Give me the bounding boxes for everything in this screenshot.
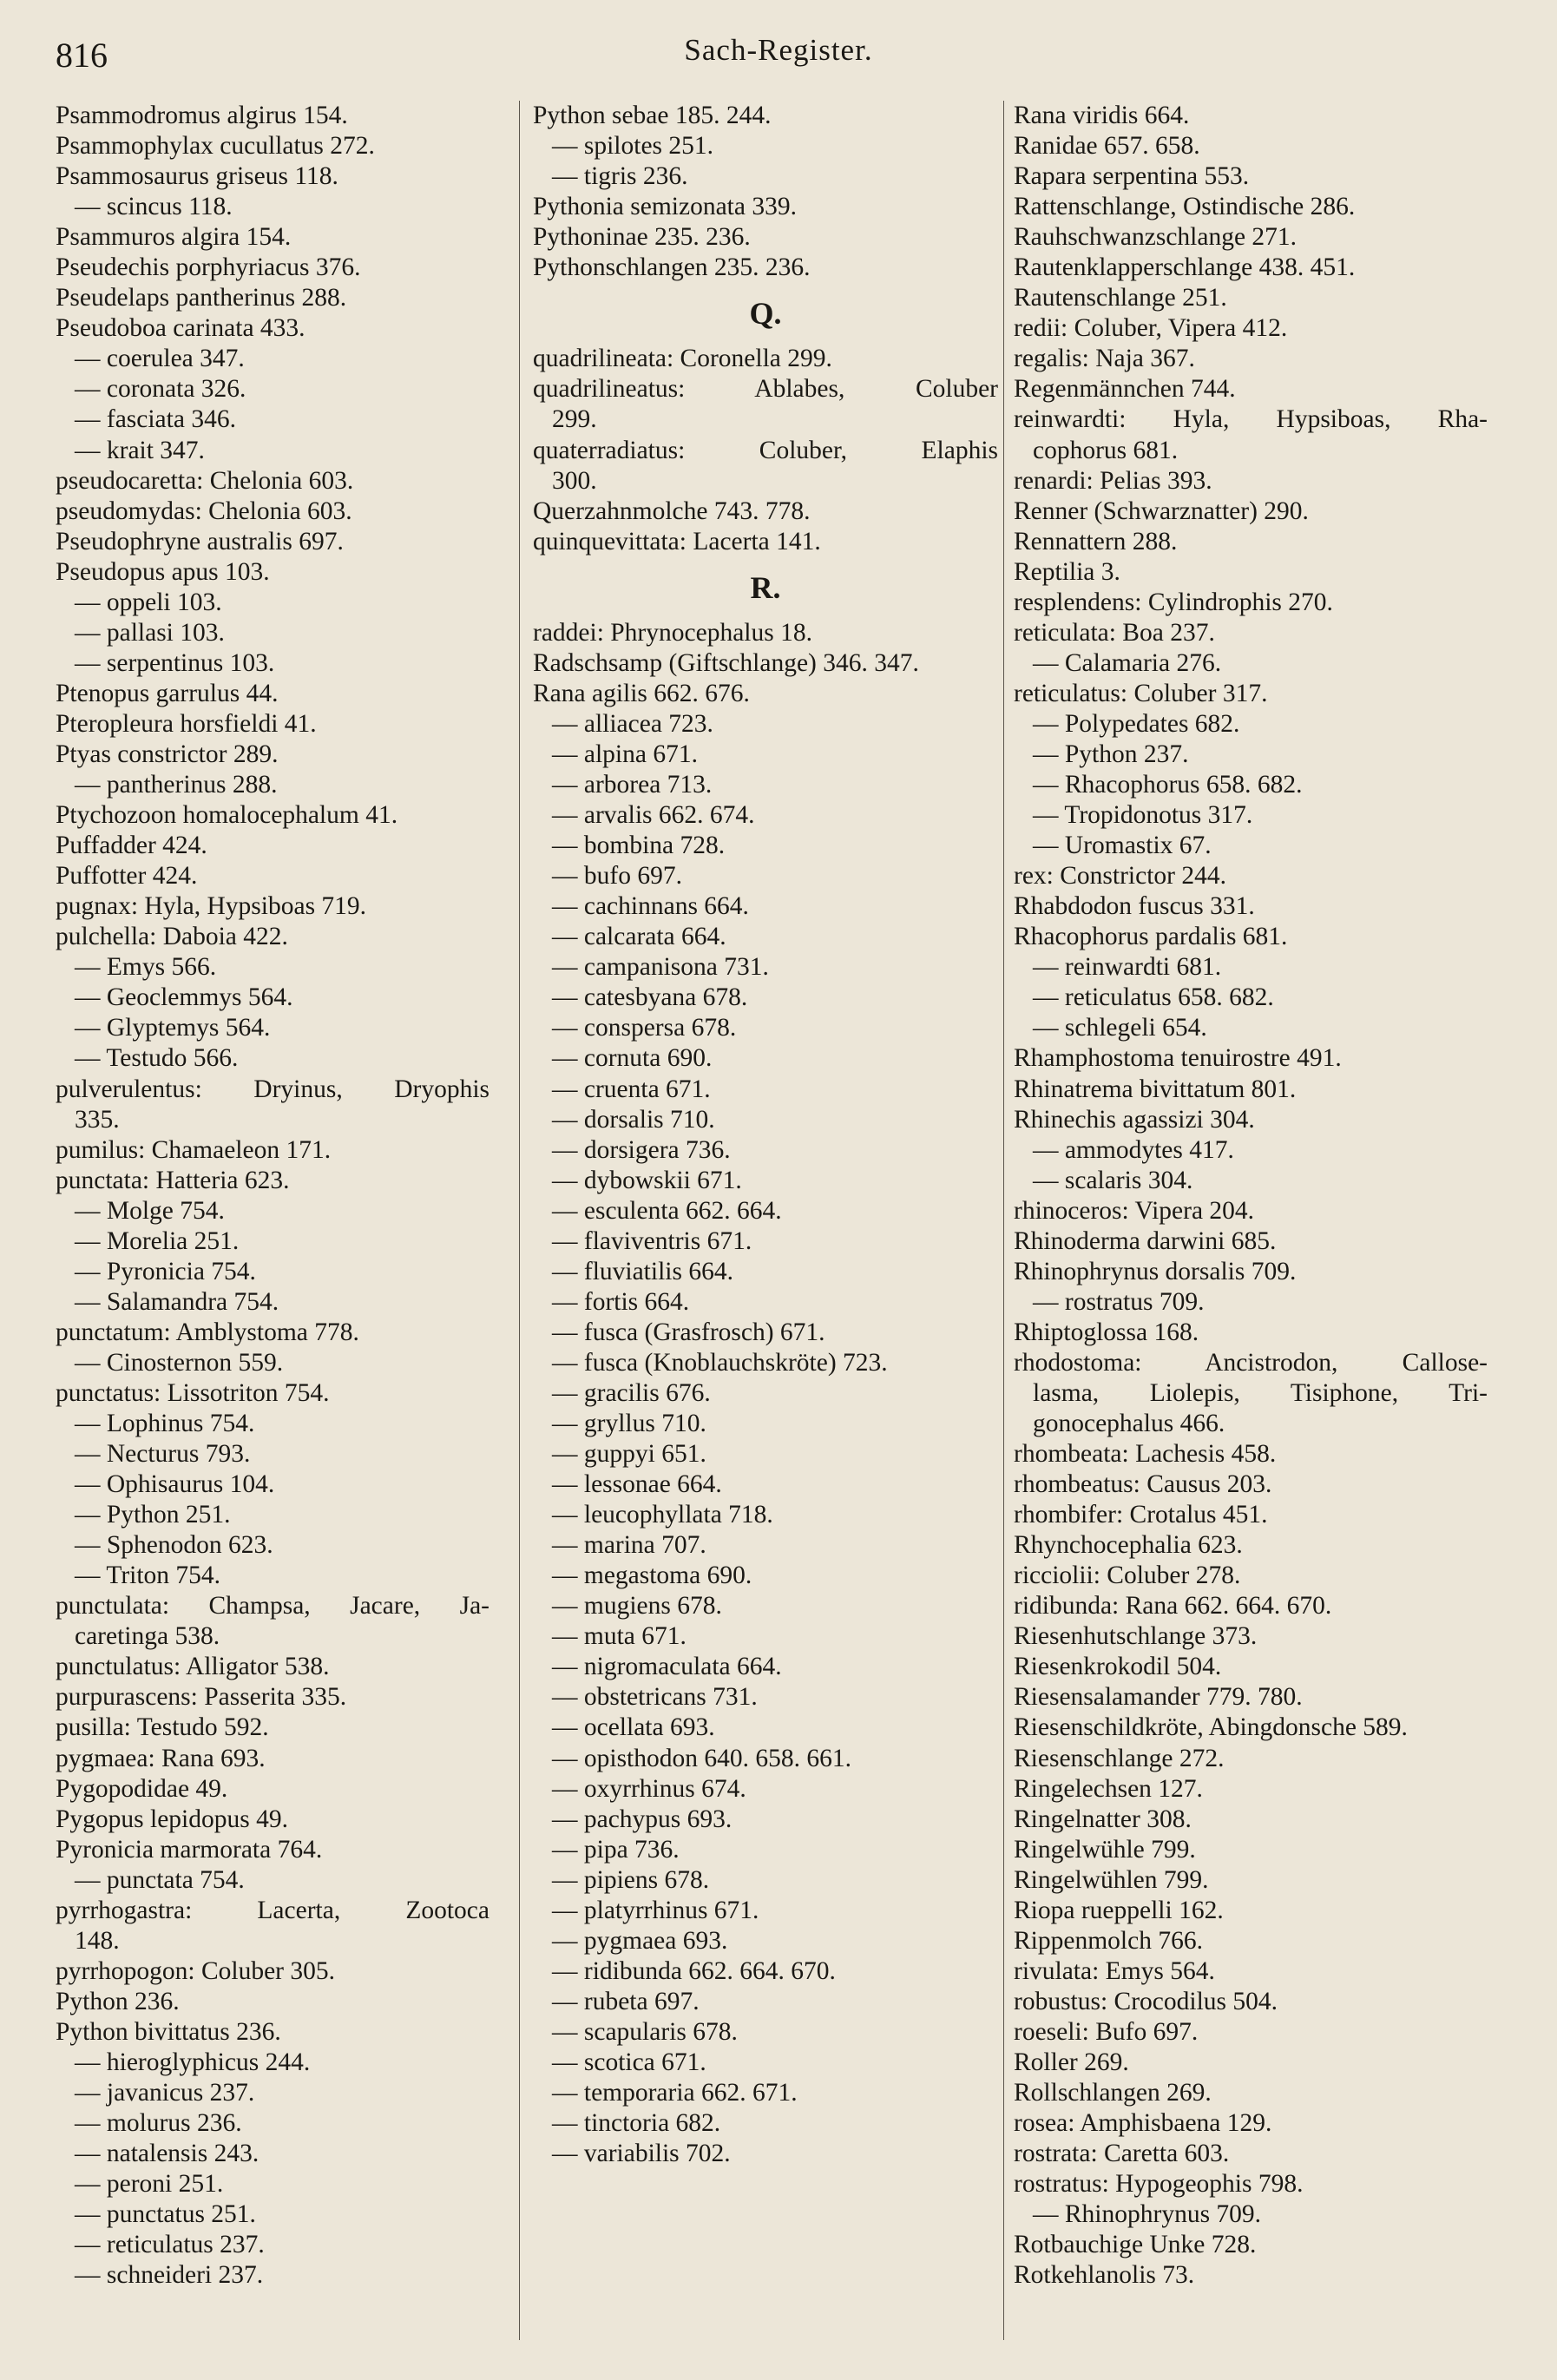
index-entry: — conspersa 678. (552, 1014, 737, 1042)
index-entry: Rhinoderma darwini 685. (1014, 1226, 1277, 1255)
index-entry: Rautenklapperschlange 438. 451. (1014, 253, 1356, 282)
index-entry: Psammuros algira 154. (56, 223, 292, 252)
index-entry: Rotkehlanolis 73. (1014, 2261, 1195, 2290)
index-entry: Ranidae 657. 658. (1014, 132, 1200, 161)
index-entry: — dorsalis 710. (552, 1105, 715, 1134)
index-entry: — Triton 754. (75, 1561, 221, 1590)
index-entry: — cruenta 671. (552, 1075, 711, 1103)
index-entry: — scincus 118. (75, 193, 233, 221)
index-entry: Pythonia semizonata 339. (533, 193, 797, 221)
index-entry: Roller 269. (1014, 2048, 1129, 2076)
index-entry: — mugiens 678. (552, 1592, 722, 1621)
index-entry: — natalensis 243. (75, 2140, 260, 2168)
index-entry: Regenmännchen 744. (1014, 375, 1236, 404)
index-entry: Rhamphostoma tenuirostre 491. (1014, 1044, 1342, 1073)
index-entry: Pseudechis porphyriacus 376. (56, 253, 361, 282)
index-entry: Rhinatrema bivittatum 801. (1014, 1075, 1297, 1103)
index-entry: pulchella: Daboia 422. (56, 923, 288, 951)
index-entry: — Python 251. (75, 1501, 231, 1529)
index-entry: rosea: Amphisbaena 129. (1014, 2109, 1272, 2138)
index-entry: Rhiptoglossa 168. (1014, 1318, 1199, 1346)
index-entry: Pseudoboa carinata 433. (56, 314, 305, 343)
section-letter-heading: R. (750, 569, 781, 605)
index-entry: — marina 707. (552, 1531, 706, 1560)
index-entry: — fasciata 346. (75, 405, 236, 434)
index-entry: gonocephalus 466. (1033, 1410, 1225, 1438)
index-entry: — fusca (Grasfrosch) 671. (552, 1318, 825, 1346)
index-entry: 300. (552, 466, 597, 495)
index-entry: — Testudo 566. (75, 1044, 239, 1073)
index-entry: Riesenhutschlange 373. (1014, 1622, 1258, 1651)
index-entry: — coerulea 347. (75, 345, 245, 373)
index-entry: — Geoclemmys 564. (75, 983, 293, 1012)
index-entry: — Ophisaurus 104. (75, 1470, 275, 1499)
index-entry: punctatus: Lissotriton 754. (56, 1378, 330, 1407)
index-entry: Psammophylax cucullatus 272. (56, 132, 375, 161)
index-entry: Psammosaurus griseus 118. (56, 162, 338, 191)
index-entry: rhombifer: Crotalus 451. (1014, 1501, 1268, 1529)
index-entry: Rhinophrynus dorsalis 709. (1014, 1257, 1297, 1285)
index-entry: — punctatus 251. (75, 2200, 256, 2229)
index-entry: Pythoninae 235. 236. (533, 223, 751, 252)
index-entry: Psammodromus algirus 154. (56, 102, 348, 129)
index-entry: — leucophyllata 718. (552, 1501, 773, 1529)
index-entry: Ringelnatter 308. (1014, 1805, 1192, 1833)
index-entry: robustus: Crocodilus 504. (1014, 1987, 1278, 2015)
index-entry: Riesenkrokodil 504. (1014, 1653, 1222, 1681)
index-entry: punctulata: Champsa, Jacare, Ja- (56, 1592, 489, 1621)
index-entry: rhombeata: Lachesis 458. (1014, 1440, 1277, 1469)
index-entry: Ptychozoon homalocephalum 41. (56, 801, 398, 830)
index-entry: — bufo 697. (552, 862, 682, 891)
index-entry: — pantherinus 288. (75, 771, 278, 799)
index-entry: caretinga 538. (75, 1622, 220, 1651)
index-entry: Rennattern 288. (1014, 527, 1178, 556)
index-entry: — rostratus 709. (1033, 1287, 1205, 1316)
index-entry: Rhynchocephalia 623. (1014, 1531, 1243, 1560)
index-entry: — spilotes 251. (552, 132, 714, 161)
index-entry: pygmaea: Rana 693. (56, 1744, 266, 1772)
index-entry: — Cinosternon 559. (75, 1348, 284, 1377)
index-entry: — pipa 736. (552, 1835, 680, 1864)
index-entry: — pallasi 103. (75, 618, 225, 647)
index-entry: — Python 237. (1033, 740, 1189, 768)
index-entry: — Polypedates 682. (1033, 709, 1240, 738)
index-entry: Riopa rueppelli 162. (1014, 1896, 1224, 1924)
index-entry: — schneideri 237. (75, 2261, 264, 2290)
index-entry: 299. (552, 405, 597, 434)
index-entry: — fortis 664. (552, 1287, 690, 1316)
index-entry: — scotica 671. (552, 2048, 706, 2076)
index-entry: — obstetricans 731. (552, 1683, 758, 1712)
index-entry: — ridibunda 662. 664. 670. (552, 1956, 836, 1985)
index-entry: — Calamaria 276. (1033, 648, 1222, 677)
index-entry: — Molge 754. (75, 1196, 225, 1225)
index-entry: reinwardti: Hyla, Hypsiboas, Rha- (1014, 405, 1488, 434)
index-entry: Pythonschlangen 235. 236. (533, 253, 811, 282)
index-entry: Reptilia 3. (1014, 557, 1120, 586)
index-entry: Ptenopus garrulus 44. (56, 679, 279, 707)
index-entry: Rautenschlange 251. (1014, 284, 1227, 312)
index-entry: Pseudophryne australis 697. (56, 527, 344, 556)
index-entry: — guppyi 651. (552, 1440, 706, 1469)
index-entry: — bombina 728. (552, 832, 726, 860)
index-entry: pusilla: Testudo 592. (56, 1713, 269, 1742)
index-entry: Puffadder 424. (56, 832, 207, 860)
index-entry: — molurus 236. (75, 2109, 242, 2138)
index-entry: — tinctoria 682. (552, 2109, 721, 2138)
index-entry: — campanisona 731. (552, 953, 769, 982)
index-entry: Rana viridis 664. (1014, 102, 1190, 129)
index-entry: raddei: Phrynocephalus 18. (533, 618, 812, 647)
index-entry: Ringelwühlen 799. (1014, 1865, 1209, 1894)
index-entry: — Tropidonotus 317. (1033, 801, 1253, 830)
index-entry: pyrrhogastra: Lacerta, Zootoca (56, 1896, 489, 1924)
index-entry: — krait 347. (75, 436, 205, 464)
index-entry: — fusca (Knoblauchskröte) 723. (552, 1348, 888, 1377)
index-entry: Python 236. (56, 1987, 180, 2015)
running-head: Sach-Register. (684, 33, 873, 67)
index-entry: — punctata 754. (75, 1865, 245, 1894)
index-entry: — Rhacophorus 658. 682. (1033, 771, 1303, 799)
index-entry: rhodostoma: Ancistrodon, Callose- (1014, 1348, 1488, 1377)
index-entry: — oppeli 103. (75, 588, 222, 616)
index-entry: — Rhinophrynus 709. (1033, 2200, 1262, 2229)
index-entry: Ringelwühle 799. (1014, 1835, 1196, 1864)
index-entry: pulverulentus: Dryinus, Dryophis (56, 1075, 489, 1103)
index-entry: — esculenta 662. 664. (552, 1196, 782, 1225)
index-entry: Radschsamp (Giftschlange) 346. 347. (533, 648, 919, 677)
index-entry: — cornuta 690. (552, 1044, 713, 1073)
column-rule-left (519, 101, 520, 2340)
index-entry: — opisthodon 640. 658. 661. (552, 1744, 851, 1772)
index-entry: — Emys 566. (75, 953, 217, 982)
index-entry: Renner (Schwarznatter) 290. (1014, 496, 1309, 525)
index-entry: — scalaris 304. (1033, 1166, 1193, 1194)
index-entry: quinquevittata: Lacerta 141. (533, 527, 821, 556)
index-entry: — dybowskii 671. (552, 1166, 742, 1194)
index-entry: — Lophinus 754. (75, 1410, 255, 1438)
index-entry: — muta 671. (552, 1622, 687, 1651)
index-entry: punctulatus: Alligator 538. (56, 1653, 330, 1681)
column-rule-right (1003, 101, 1004, 2340)
index-entry: Python bivittatus 236. (56, 2017, 281, 2046)
index-entry: punctata: Hatteria 623. (56, 1166, 290, 1194)
index-entry: — serpentinus 103. (75, 648, 275, 677)
index-entry: — Glyptemys 564. (75, 1014, 271, 1042)
index-entry: Python sebae 185. 244. (533, 102, 772, 129)
index-entry: Ringelechsen 127. (1014, 1774, 1203, 1803)
index-entry: — Salamandra 754. (75, 1287, 279, 1316)
index-entry: ridibunda: Rana 662. 664. 670. (1014, 1592, 1332, 1621)
index-entry: — flaviventris 671. (552, 1226, 752, 1255)
index-entry: — reinwardti 681. (1033, 953, 1222, 982)
index-entry: — peroni 251. (75, 2170, 224, 2199)
index-entry: — gracilis 676. (552, 1378, 711, 1407)
index-entry: Pseudopus apus 103. (56, 557, 270, 586)
index-entry: — platyrrhinus 671. (552, 1896, 759, 1924)
index-entry: Querzahnmolche 743. 778. (533, 496, 811, 525)
index-entry: — reticulatus 658. 682. (1033, 983, 1274, 1012)
index-entry: cophorus 681. (1033, 436, 1179, 464)
index-entry: pumilus: Chamaeleon 171. (56, 1135, 332, 1164)
index-entry: roeseli: Bufo 697. (1014, 2017, 1199, 2046)
index-column-2 (533, 101, 998, 2357)
index-entry: — lessonae 664. (552, 1470, 722, 1499)
index-entry: Rippenmolch 766. (1014, 1926, 1203, 1955)
index-entry: — Uromastix 67. (1033, 832, 1212, 860)
index-entry: Pseudelaps pantherinus 288. (56, 284, 347, 312)
index-entry: regalis: Naja 367. (1014, 345, 1195, 373)
index-entry: rhombeatus: Causus 203. (1014, 1470, 1272, 1499)
index-entry: 148. (75, 1926, 120, 1955)
index-entry: — scapularis 678. (552, 2017, 738, 2046)
index-entry: — Sphenodon 623. (75, 1531, 273, 1560)
index-entry: — Necturus 793. (75, 1440, 251, 1469)
index-entry: — nigromaculata 664. (552, 1653, 782, 1681)
index-entry: — oxyrrhinus 674. (552, 1774, 746, 1803)
index-entry: — arborea 713. (552, 771, 713, 799)
index-entry: — megastoma 690. (552, 1561, 752, 1590)
index-entry: — dorsigera 736. (552, 1135, 731, 1164)
index-entry: — reticulatus 237. (75, 2231, 265, 2259)
index-entry: — alpina 671. (552, 740, 698, 768)
index-entry: — schlegeli 654. (1033, 1014, 1207, 1042)
index-entry: Rhabdodon fuscus 331. (1014, 892, 1255, 921)
index-entry: Puffotter 424. (56, 862, 198, 891)
index-entry: renardi: Pelias 393. (1014, 466, 1212, 495)
index-entry: — coronata 326. (75, 375, 246, 404)
index-entry: resplendens: Cylindrophis 270. (1014, 588, 1333, 616)
index-entry: — hieroglyphicus 244. (75, 2048, 311, 2076)
index-entry: reticulatus: Coluber 317. (1014, 679, 1268, 707)
index-entry: Rapara serpentina 553. (1014, 162, 1250, 191)
index-entry: rex: Constrictor 244. (1014, 862, 1226, 891)
index-entry: Rauhschwanzschlange 271. (1014, 223, 1298, 252)
index-entry: Ptyas constrictor 289. (56, 740, 279, 768)
index-entry: pseudomydas: Chelonia 603. (56, 496, 352, 525)
index-entry: Rana agilis 662. 676. (533, 679, 750, 707)
index-entry: — catesbyana 678. (552, 983, 748, 1012)
index-entry: Riesenschlange 272. (1014, 1744, 1225, 1772)
index-entry: quadrilineatus: Ablabes, Coluber (533, 375, 998, 404)
index-column-3 (1014, 101, 1488, 2357)
index-entry: — tigris 236. (552, 162, 688, 191)
index-entry: pugnax: Hyla, Hypsiboas 719. (56, 892, 367, 921)
index-entry: — ocellata 693. (552, 1713, 715, 1742)
index-entry: Riesensalamander 779. 780. (1014, 1683, 1303, 1712)
index-entry: lasma, Liolepis, Tisiphone, Tri- (1033, 1378, 1488, 1407)
index-entry: Rhinechis agassizi 304. (1014, 1105, 1255, 1134)
section-letter-heading: Q. (749, 296, 782, 332)
index-entry: — pygmaea 693. (552, 1926, 728, 1955)
index-entry: — pachypus 693. (552, 1805, 733, 1833)
index-entry: — Pyronicia 754. (75, 1257, 256, 1285)
index-entry: rhinoceros: Vipera 204. (1014, 1196, 1255, 1225)
index-entry: Rhacophorus pardalis 681. (1014, 923, 1288, 951)
index-entry: pyrrhopogon: Coluber 305. (56, 1956, 336, 1985)
index-entry: Rotbauchige Unke 728. (1014, 2231, 1257, 2259)
index-entry: Pygopodidae 49. (56, 1774, 228, 1803)
index-entry: Rattenschlange, Ostindische 286. (1014, 193, 1356, 221)
index-entry: — javanicus 237. (75, 2079, 255, 2107)
index-entry: — Morelia 251. (75, 1226, 240, 1255)
index-entry: quadrilineata: Coronella 299. (533, 345, 832, 373)
index-entry: purpurascens: Passerita 335. (56, 1683, 347, 1712)
index-entry: — rubeta 697. (552, 1987, 700, 2015)
index-entry: — temporaria 662. 671. (552, 2079, 798, 2107)
index-entry: quaterradiatus: Coluber, Elaphis (533, 436, 998, 464)
index-entry: redii: Coluber, Vipera 412. (1014, 314, 1288, 343)
index-entry: — alliacea 723. (552, 709, 713, 738)
index-entry: rostrata: Caretta 603. (1014, 2140, 1230, 2168)
index-entry: — variabilis 702. (552, 2140, 731, 2168)
index-entry: — pipiens 678. (552, 1865, 710, 1894)
index-entry: 335. (75, 1105, 120, 1134)
index-entry: reticulata: Boa 237. (1014, 618, 1215, 647)
index-entry: rostratus: Hypogeophis 798. (1014, 2170, 1304, 2199)
page-number: 816 (56, 36, 108, 75)
index-entry: — gryllus 710. (552, 1410, 706, 1438)
index-entry: — calcarata 664. (552, 923, 726, 951)
index-entry: Pyronicia marmorata 764. (56, 1835, 323, 1864)
index-entry: Pteropleura horsfieldi 41. (56, 709, 317, 738)
index-entry: rivulata: Emys 564. (1014, 1956, 1215, 1985)
index-entry: Riesenschildkröte, Abingdonsche 589. (1014, 1713, 1408, 1742)
index-entry: — cachinnans 664. (552, 892, 749, 921)
index-entry: ricciolii: Coluber 278. (1014, 1561, 1241, 1590)
index-entry: Rollschlangen 269. (1014, 2079, 1212, 2107)
index-entry: Pygopus lepidopus 49. (56, 1805, 288, 1833)
index-entry: — ammodytes 417. (1033, 1135, 1234, 1164)
index-entry: punctatum: Amblystoma 778. (56, 1318, 359, 1346)
index-entry: — fluviatilis 664. (552, 1257, 733, 1285)
index-entry: — arvalis 662. 674. (552, 801, 755, 830)
index-entry: pseudocaretta: Chelonia 603. (56, 466, 354, 495)
index-column-1 (56, 101, 489, 2357)
